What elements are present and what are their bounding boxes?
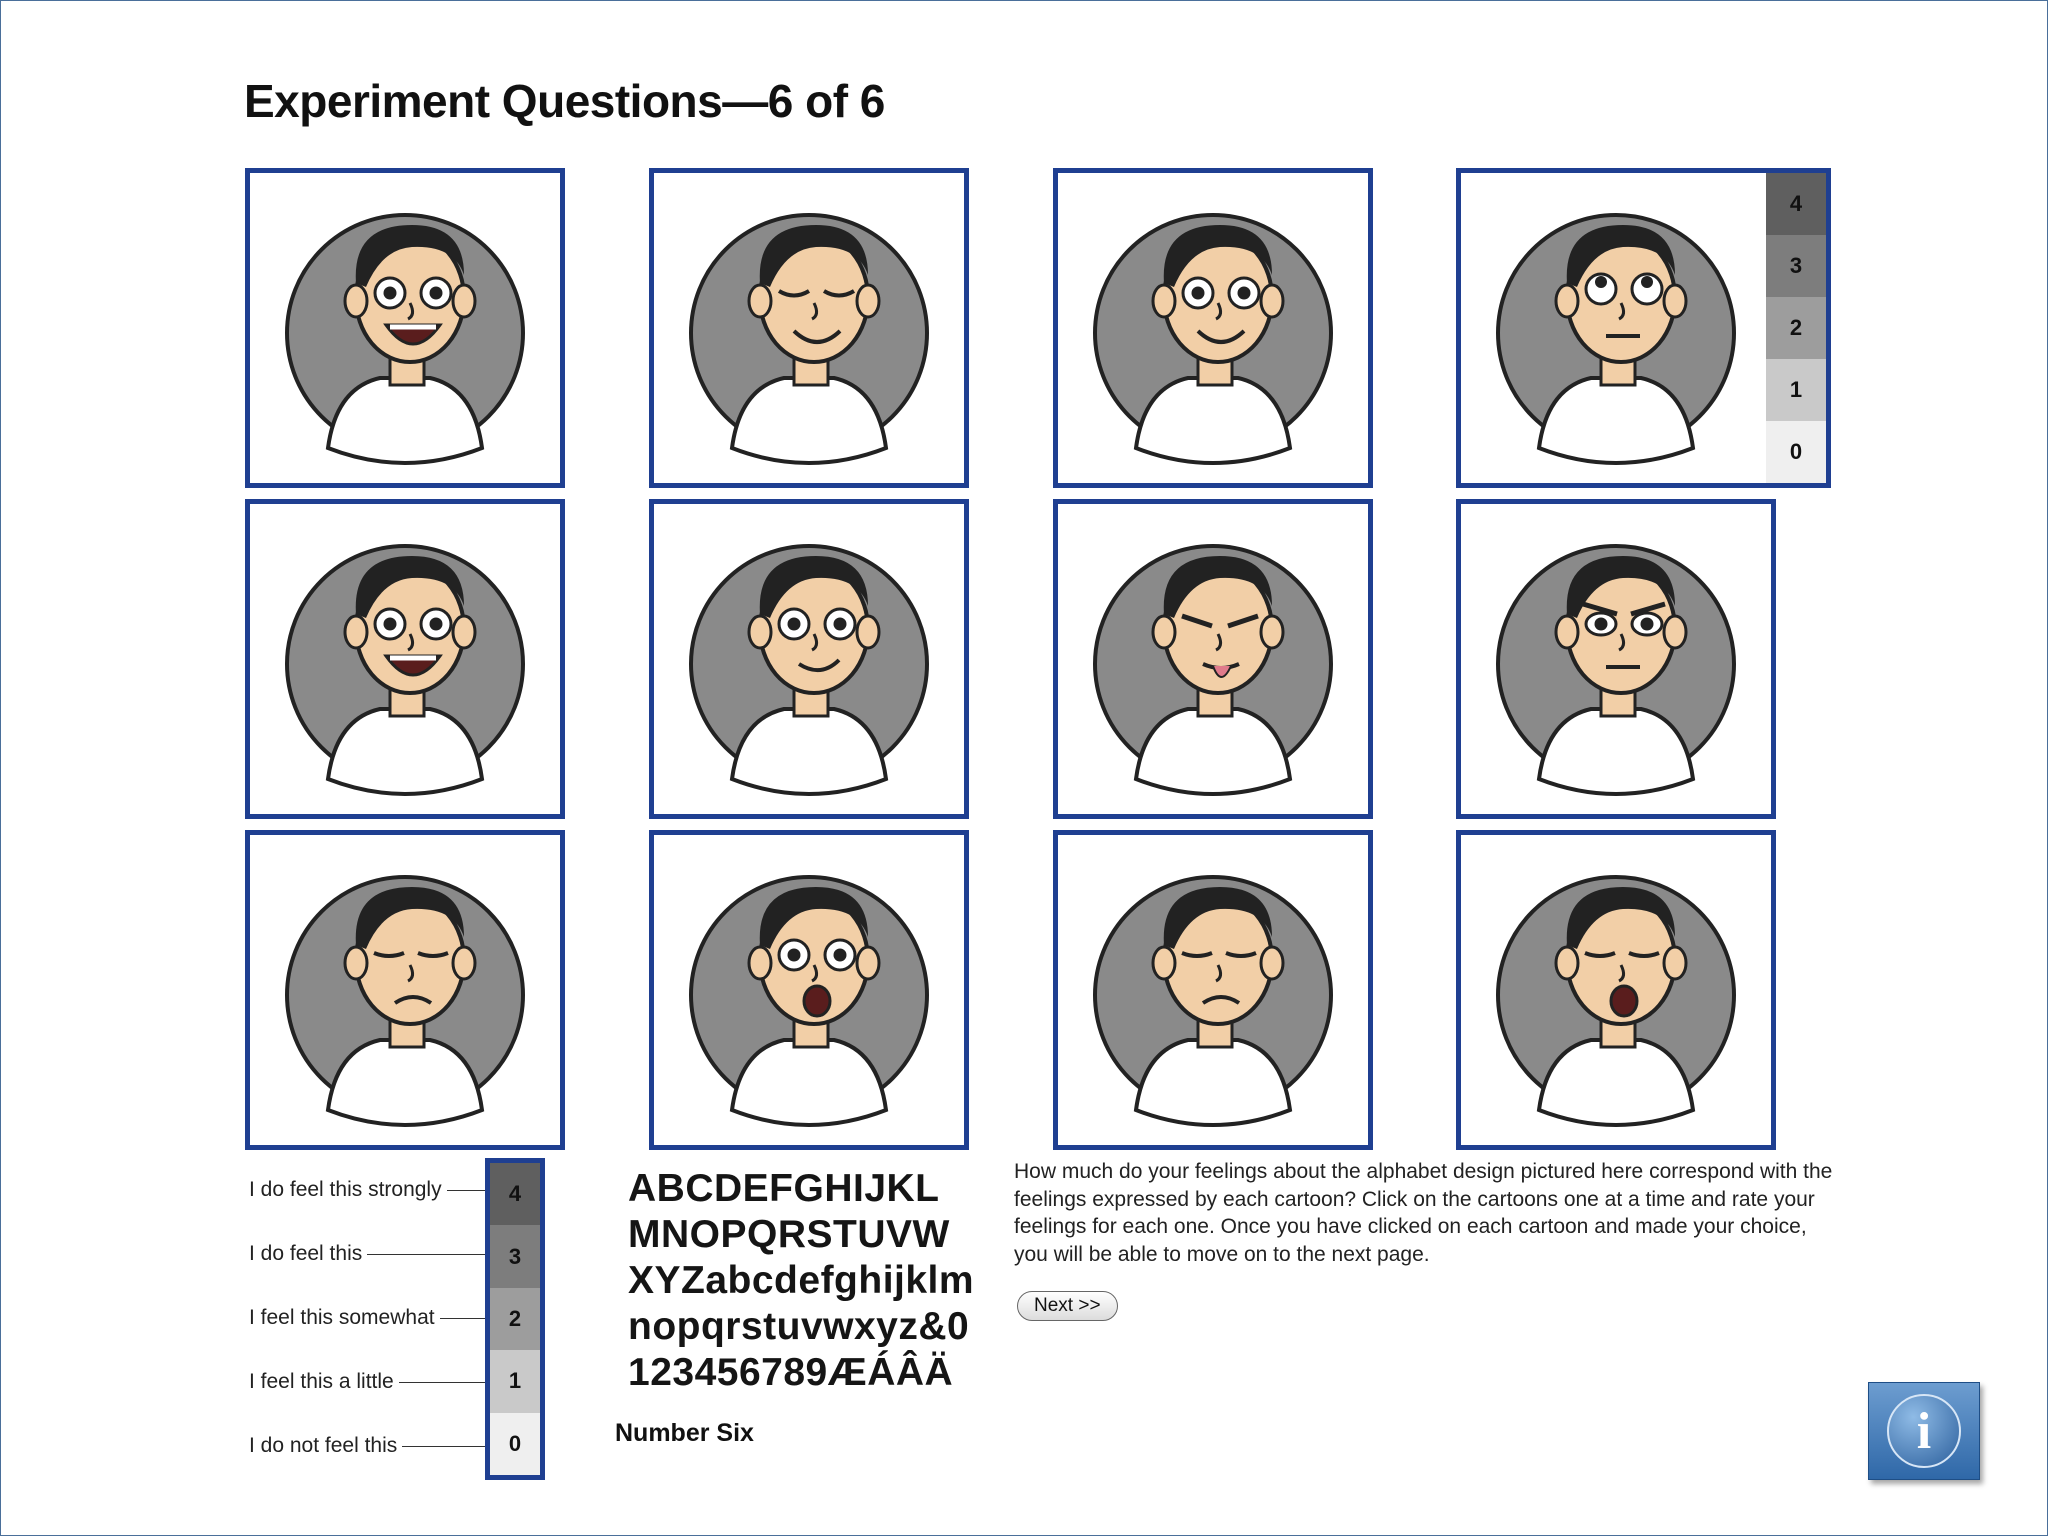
frightened-face-icon [654,835,964,1145]
legend-label: I do not feel this [249,1434,398,1457]
curious-face-icon [654,504,964,814]
disgusted-face-icon [1058,504,1368,814]
legend-rating-4: 4 [490,1163,540,1225]
rating-popup [1766,168,1831,488]
legend-rating-2: 2 [490,1288,540,1350]
legend-label: I do feel this strongly [249,1178,442,1201]
cartoon-curious[interactable] [649,499,969,819]
next-button[interactable]: Next >> [1017,1291,1118,1321]
legend-connector [402,1446,485,1447]
enthusiastic-face-icon [250,173,560,483]
cartoon-disgusted[interactable] [1053,499,1373,819]
cartoon-proud[interactable] [1053,168,1373,488]
legend-label: I do feel this [249,1242,363,1265]
cartoon-sad[interactable] [1053,830,1373,1150]
alphabet-line: MNOPQRSTUVW [628,1213,950,1256]
info-icon: i [1887,1394,1961,1468]
legend-rating-0: 0 [490,1413,540,1475]
popup-rating-3[interactable]: 3 [1766,235,1826,297]
content-face-icon [654,173,964,483]
legend-connector [399,1382,485,1383]
legend-row [249,1239,485,1269]
stern-face-icon [1461,504,1771,814]
legend-rating-3: 3 [490,1225,540,1287]
bored-face-icon [1461,835,1771,1145]
alphabet-specimen [628,1166,974,1396]
design-name: Number Six [615,1419,754,1447]
sad-face-icon [1058,835,1368,1145]
cartoon-embarrassed[interactable] [245,830,565,1150]
info-button[interactable] [1868,1382,1980,1480]
cartoon-worried[interactable] [1456,168,1776,488]
instructions-text: How much do your feelings about the alphabet design pictured here correspond with the feelings expressed by each cartoon? Click on the cartoons one at a time and rate your feelings for each one. Once you have clicked on each cartoon and made your choice, you will be able to move on to the next page. [1014,1160,1833,1266]
popup-rating-4[interactable]: 4 [1766,173,1826,235]
legend-connector [447,1190,485,1191]
legend-row [249,1303,485,1333]
popup-rating-2[interactable]: 2 [1766,297,1826,359]
legend-connector [367,1254,485,1255]
legend-row [249,1367,485,1397]
cartoon-happy[interactable] [245,499,565,819]
embarrassed-face-icon [250,835,560,1145]
worried-face-icon [1461,173,1771,483]
alphabet-line: XYZabcdefghijklm [628,1259,975,1302]
legend-row [249,1175,485,1205]
happy-face-icon [250,504,560,814]
page-title: Experiment Questions—6 of 6 [244,75,885,127]
legend-row [249,1431,485,1461]
alphabet-line: ABCDEFGHIJKL [628,1167,940,1210]
legend-connector [440,1318,485,1319]
cartoon-bored[interactable] [1456,830,1776,1150]
cartoon-content[interactable] [649,168,969,488]
cartoon-stern[interactable] [1456,499,1776,819]
alphabet-line: 123456789ÆÁÂÄ [628,1351,954,1394]
popup-rating-1[interactable]: 1 [1766,359,1826,421]
popup-rating-0[interactable]: 0 [1766,421,1826,483]
cartoon-frightened[interactable] [649,830,969,1150]
legend-label: I feel this a little [249,1370,394,1393]
legend-rating-1: 1 [490,1350,540,1412]
legend-scale [485,1158,545,1480]
proud-face-icon [1058,173,1368,483]
cartoon-enthusiastic[interactable] [245,168,565,488]
legend-label: I feel this somewhat [249,1306,435,1329]
alphabet-line: nopqrstuvwxyz&0 [628,1305,970,1348]
